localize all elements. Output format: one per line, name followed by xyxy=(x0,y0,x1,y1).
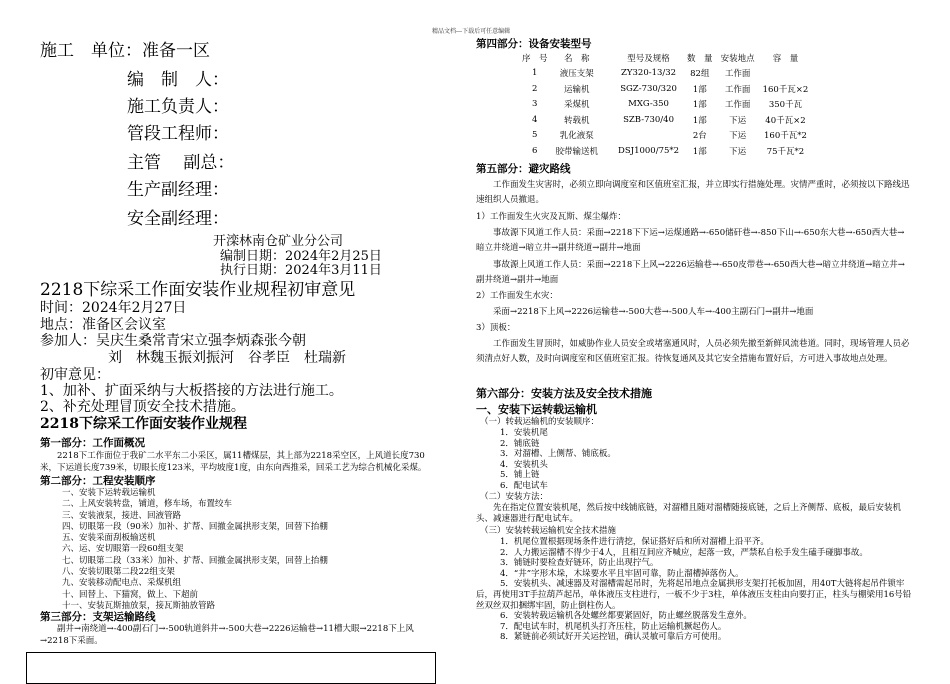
order-item: 3．对溜槽、上侧帮、铺底板。 xyxy=(500,449,616,460)
sequence-item: 一、安装下运转载运输机 xyxy=(62,488,156,498)
cell-capacity: 160千瓦*2 xyxy=(764,131,807,142)
part4-heading: 第四部分：设备安装型号 xyxy=(476,38,592,50)
role-compiler: 编 制 人： xyxy=(127,70,229,90)
part1-text: 2218下工作面位于我矿二水平东二小采区，属11槽煤层，其上部为2218采空区，上风道长度730米，下运道长度739米，切眼长度123米，平均坡度1度，由东向西推采，回采工艺为综合机械化采煤。 xyxy=(40,451,427,473)
table-row xyxy=(518,143,812,159)
part6-subheading: 一、安装下运转载运输机 xyxy=(476,403,597,416)
cell-location: 下运 xyxy=(729,131,747,142)
cell-name: 转载机 xyxy=(564,115,590,126)
method-text: 先在指定位置安装机尾，然后按中线铺底链，对溜槽且随对溜槽随接底链，之后上齐侧帮、底板，最后安装机头、减速器进行配电试车。 xyxy=(476,503,902,524)
attendees-line-1: 参加人：吴庆生桑常青宋立强李炳森张今朝 xyxy=(40,333,306,349)
measures-heading: （三）安装转载运输机安全技术措施 xyxy=(480,526,617,536)
part3-heading: 第三部分：支架运输路线 xyxy=(40,611,156,623)
measure-item: 8．紧链前必须试好开关运控钮，确认灵敏可靠后方可使用。 xyxy=(500,632,727,643)
cell-index: 3 xyxy=(532,99,538,110)
opinion-heading: 初审意见： xyxy=(40,367,110,383)
sequence-item: 七、切眼第二段（33米）加补、扩帮、回撤金属拱形支架，回替上抬棚 xyxy=(62,555,328,566)
install-order-heading: （一）转载运输机的安装顺序： xyxy=(480,417,600,427)
part2-heading: 第二部分：工程安装顺序 xyxy=(40,475,156,487)
order-item: 2．铺底链 xyxy=(500,438,540,449)
cell-location: 下运 xyxy=(729,146,747,157)
fire-heading: 1）工作面发生火灾及瓦斯、煤尘爆炸： xyxy=(476,212,626,222)
roof-heading: 3）顶板： xyxy=(476,323,516,333)
cell-capacity: 75千瓦*2 xyxy=(766,146,805,157)
measure-item: 7．配电试车时，机尾机头打齐压柱，防止运输机撅起伤人。 xyxy=(500,621,727,632)
cell-capacity: 350千瓦 xyxy=(768,100,803,111)
attendees-line-2: 刘 林魏玉振刘振河 谷孝臣 杜瑞新 xyxy=(108,350,346,366)
table-row xyxy=(518,81,812,97)
table-row xyxy=(518,66,812,82)
sequence-item: 十一、安装瓦斯抽放泵，接瓦斯抽放管路 xyxy=(62,600,216,611)
cell-quantity: 1部 xyxy=(692,100,707,111)
cell-name: 液压支架 xyxy=(559,69,594,80)
cell-quantity: 1部 xyxy=(692,146,707,157)
cell-index: 5 xyxy=(532,130,538,141)
measure-item: 4．“井”字形木垛，木垛要水平且牢固可靠，防止溜槽掉落伤人。 xyxy=(500,568,744,579)
opinion-item-2: 2、补充处理冒顶安全技术措施。 xyxy=(40,399,245,415)
opinion-item-1: 1、加补、扩面采纳与大板搭接的方法进行施工。 xyxy=(40,383,343,399)
cell-location: 工作面 xyxy=(724,69,751,80)
cell-quantity: 1部 xyxy=(692,115,707,126)
cell-location: 下运 xyxy=(729,115,747,126)
column-header: 安装地点 xyxy=(720,53,755,64)
meeting-place: 地点：准备区会议室 xyxy=(40,317,166,333)
execute-date: 执行日期：2024年3月11日 xyxy=(220,263,382,278)
column-header: 名 称 xyxy=(564,53,590,64)
order-item: 1．安装机尾 xyxy=(500,428,548,438)
cell-index: 2 xyxy=(532,83,538,94)
cell-model: DSJ1000/75*2 xyxy=(618,145,680,156)
cell-capacity xyxy=(759,66,813,82)
roof-text: 工作面发生冒顶时，如威胁作业人员安全或堵塞通风时，人员必须先撤至新鲜风流巷道。同时，现场管理人员必须清点好人数，及时向调度室和区值班室汇报。待恢复通风及其它安全措施布置好后，方可进入事故地点处理。 xyxy=(476,339,910,364)
sequence-item: 六、运、安切眼第一段60组支架 xyxy=(62,544,184,555)
table-row xyxy=(518,128,812,144)
company-name: 开滦林南仓矿业分公司 xyxy=(213,234,344,249)
sequence-item: 二、上风安装转盘，铺道，修车场，布置绞车 xyxy=(62,499,233,510)
cell-quantity: 82组 xyxy=(690,69,710,80)
measures-list xyxy=(476,537,916,643)
measure-item: 5．安装机头、减速器及对溜槽需起吊时，先将起吊地点金属拱形支架打托板加固，用40T大链将起吊件锁牢后，再使用3T手拉葫芦起吊，单体液压支柱进行，一板不少于3柱，单体液压支柱由向要打正，柱头与棚梁用16号铅丝双丝双扣捆绑牢固，防止倒柱伤人。 xyxy=(476,579,912,611)
measure-item: 2．人力搬运溜槽不得少于4人，且相互间应齐喊应，起落一致，严禁私自松手发生磕手碰脚事故。 xyxy=(500,547,868,558)
cell-name: 运输机 xyxy=(564,84,590,95)
cell-name: 采煤机 xyxy=(564,100,590,111)
watermark-text: 精品文档---下载后可任意编辑 xyxy=(432,28,511,35)
role-construction-lead: 施工负责人： xyxy=(127,97,229,117)
method-heading: （二）安装方法： xyxy=(480,492,549,502)
part6-heading: 第六部分：安装方法及安全技术措施 xyxy=(476,387,652,400)
cell-location: 工作面 xyxy=(724,100,751,111)
compile-date: 编制日期：2024年2月25日 xyxy=(220,249,382,264)
table-row xyxy=(518,97,812,113)
table-row xyxy=(518,112,812,128)
cell-name: 乳化液泵 xyxy=(559,131,594,142)
bottom-frame xyxy=(26,652,436,684)
cell-model: SZB-730/40 xyxy=(623,114,674,125)
measure-item: 1．机尾位置根据现场条件进行清挖，保证搭好后和所对溜槽上沿平齐。 xyxy=(500,537,769,547)
sequence-item: 九、安装移动配电点、采煤机组 xyxy=(62,578,182,589)
table-header-row xyxy=(518,50,812,66)
cell-index: 4 xyxy=(532,114,538,125)
cell-model: SGZ-730/320 xyxy=(620,83,677,94)
cell-model: MXG-350 xyxy=(628,99,669,110)
cell-model xyxy=(602,128,683,144)
sequence-item: 八、安装切眼第二段22组支架 xyxy=(62,567,175,578)
column-header: 容 量 xyxy=(772,53,799,64)
role-section-engineer: 管段工程师： xyxy=(127,124,229,144)
sequence-item: 四、切眼第一段（90米）加补、扩帮、回撤金属拱形支架，回替下抬棚 xyxy=(62,521,328,532)
cell-model: ZY320-13/32 xyxy=(620,68,677,79)
cell-index: 6 xyxy=(532,145,538,156)
cell-quantity: 2台 xyxy=(692,131,707,142)
column-header: 序 号 xyxy=(522,53,548,64)
cell-capacity: 160千瓦×2 xyxy=(762,84,809,95)
cell-location: 工作面 xyxy=(724,84,751,95)
order-item: 6．配电试车 xyxy=(500,480,548,491)
water-route: 采面→2218下上风→2226运输巷→-500大巷→-500人车→-400主副石门→副井→地面 xyxy=(493,307,814,317)
role-deputy-chief: 主管 副总： xyxy=(127,153,235,173)
cell-quantity: 1部 xyxy=(692,84,707,95)
part5-heading: 第五部分：避灾路线 xyxy=(476,163,571,175)
column-header: 数 量 xyxy=(687,53,713,64)
cell-capacity: 40千瓦×2 xyxy=(765,115,806,126)
regulation-title: 2218下综采工作面安装作业规程 xyxy=(40,416,247,432)
part1-heading: 第一部分：工作面概况 xyxy=(40,437,145,449)
measure-item: 3．铺链时要检查好链环，防止出现拧气。 xyxy=(500,558,659,569)
order-item: 5．铺上链 xyxy=(500,470,540,481)
fire-route-down: 事故源下风道工作人员：采面→2218下下运→运煤通路→-650储矸巷→-850下山→-650东大巷→-650西大巷→暗立井绕道→暗立井→副井绕道→副井→地面 xyxy=(476,228,905,253)
construction-unit: 施工 单位：准备一区 xyxy=(40,41,210,61)
fire-route-up: 事故源上风道工作人员：采面→2218下上风→2226运输巷→-650皮带巷→-650西大巷→暗立井绕道→暗立井→副井绕道→副井→地面 xyxy=(476,260,905,285)
sequence-item: 十、回替上、下猫窝，做上、下超前 xyxy=(62,589,199,600)
part3-text: 副井→南绕道→-400副石门→-500轨道斜井→-500大巷→2226运输巷→11槽大眼→2218下上风→2218下采面。 xyxy=(40,624,414,646)
meeting-time: 时间：2024年2月27日 xyxy=(40,300,187,316)
opinion-title: 2218下综采工作面安装作业规程初审意见 xyxy=(40,280,356,300)
role-safety-manager: 安全副经理： xyxy=(127,209,229,229)
sequence-item: 五、安装采面刮板输送机 xyxy=(62,533,156,544)
install-order-list xyxy=(500,428,616,492)
install-sequence-list xyxy=(62,488,328,612)
column-header: 型号及规格 xyxy=(627,53,670,64)
role-production-manager: 生产副经理： xyxy=(127,180,229,200)
water-heading: 2）工作面发生水灾： xyxy=(476,291,558,301)
equipment-table xyxy=(518,50,812,159)
sequence-item: 三、安装液泵，接进、回液管路 xyxy=(62,510,182,521)
part5-intro: 工作面发生灾害时，必须立即向调度室和区值班室汇报，并立即实行措施处理。灾情严重时，必须按以下路线迅速组织人员撤退。 xyxy=(476,180,910,205)
measure-item: 6．安装转载运输机各处螺丝都要紧固好，防止螺丝脱落发生意外。 xyxy=(500,611,752,622)
order-item: 4．安装机头 xyxy=(500,459,548,470)
cell-name: 胶带输送机 xyxy=(555,146,599,157)
cell-index: 1 xyxy=(532,68,538,79)
